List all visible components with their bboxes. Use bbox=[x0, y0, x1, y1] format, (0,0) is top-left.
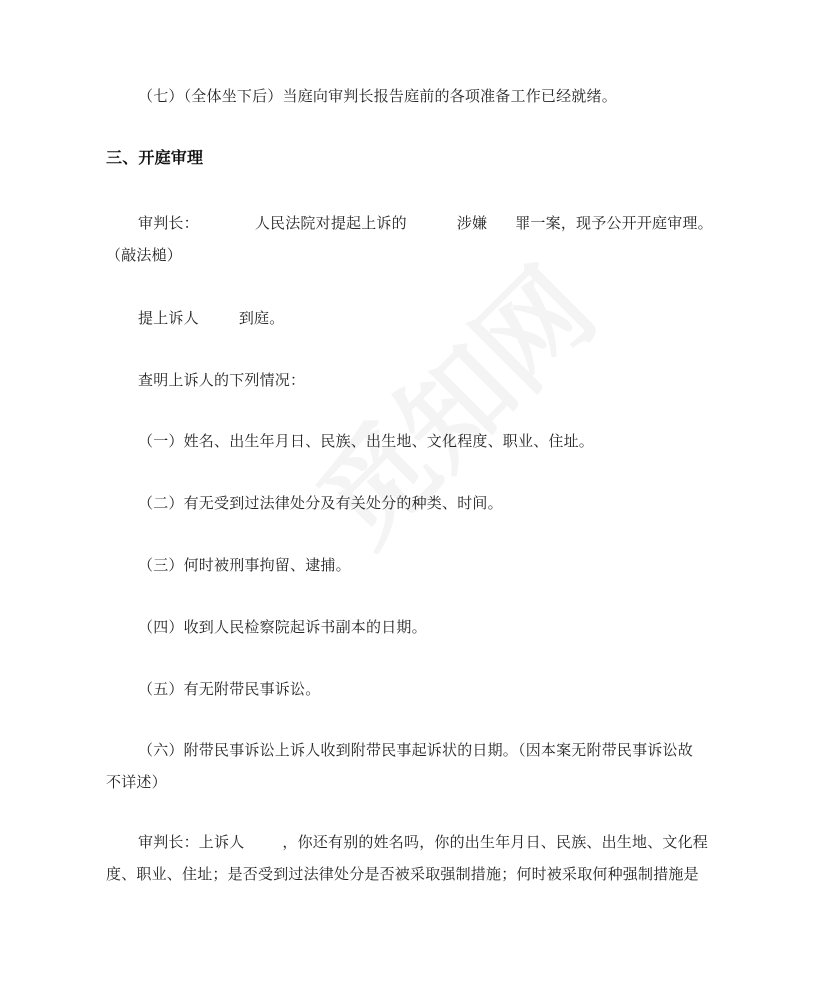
judge-question-rest: ，你还有别的姓名吗，你的出生年月日、民族、出生地、文化程 bbox=[282, 833, 709, 851]
gavel-note: （敲法槌） bbox=[106, 246, 183, 264]
court-clause: 人民法院对提起上诉的 bbox=[254, 214, 407, 232]
section-heading: 三、开庭审理 bbox=[106, 148, 204, 167]
list-item: （五）有无附带民事诉讼。 bbox=[138, 680, 321, 698]
watermark bbox=[301, 251, 612, 562]
verify-intro: 查明上诉人的下列情况： bbox=[138, 371, 306, 389]
paragraph-item-7: （七）（全体坐下后）当庭向审判长报告庭前的各项准备工作已经就绪。 bbox=[138, 87, 617, 105]
list-item: （三）何时被刑事拘留、逮捕。 bbox=[138, 556, 351, 574]
bring-appellant bbox=[138, 308, 284, 328]
suspected-clause: 涉嫌 bbox=[456, 214, 488, 232]
list-item: （一）姓名、出生年月日、民族、出生地、文化程度、职业、住址。 bbox=[138, 432, 595, 450]
judge-question-start: 审判长：上诉人 bbox=[138, 833, 245, 851]
list-item: （二）有无受到过法律处分及有关处分的种类、时间。 bbox=[138, 494, 503, 512]
judge-question-line-1 bbox=[138, 832, 708, 852]
list-item-6-line-1: （六）附带民事诉讼上诉人收到附带民事起诉状的日期。（因本案无附带民事诉讼故 bbox=[138, 741, 693, 759]
case-clause: 罪一案，现予公开开庭审理。 bbox=[515, 214, 713, 232]
list-item-6-line-2: 不详述） bbox=[106, 773, 167, 791]
list-item: （四）收到人民检察院起诉书副本的日期。 bbox=[138, 618, 427, 636]
arrive-text: 到庭。 bbox=[238, 309, 285, 327]
bring-appellant-text: 提上诉人 bbox=[138, 309, 199, 327]
speaker-label: 审判长： bbox=[138, 214, 199, 232]
presiding-judge-opening bbox=[138, 213, 713, 233]
judge-question-line-2: 度、职业、住址；是否受到过法律处分是否被采取强制措施；何时被采取何种强制措施是 bbox=[106, 865, 699, 883]
